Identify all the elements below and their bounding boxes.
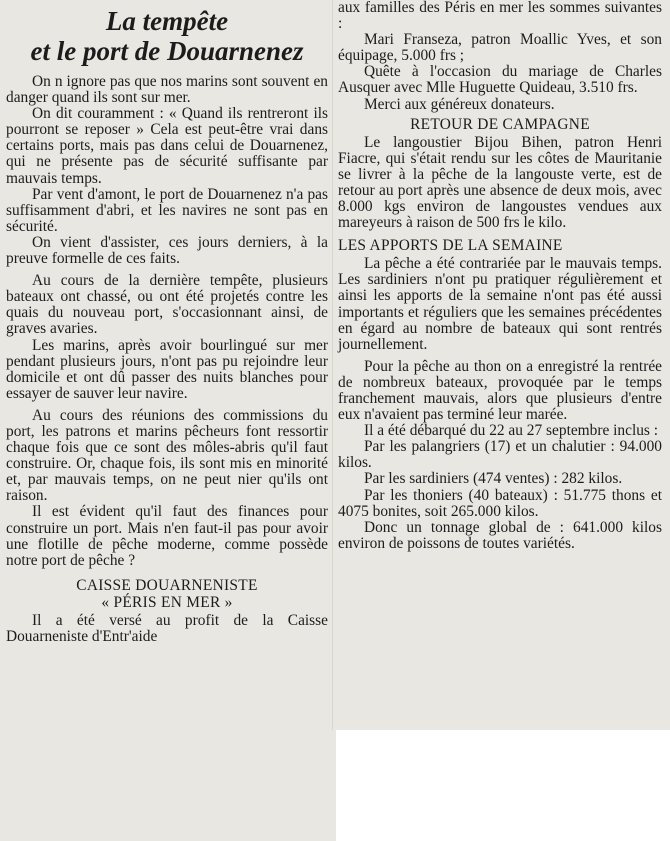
paragraph: Par vent d'amont, le port de Douarnenez n'a pas suffisamment d'abri, et les navires ne sont pas en sécurité. bbox=[6, 185, 328, 235]
paragraph: Au cours de la dernière tempête, plusieurs bateaux ont chassé, ou ont été projetés contre les quais du nouveau port, s'occasionnant ainsi, de graves avaries. bbox=[6, 272, 328, 338]
column-divider bbox=[332, 0, 333, 730]
donations-intro: aux familles des Péris en mer les sommes suivantes : bbox=[338, 0, 662, 33]
apports-paragraph: Pour la pêche au thon on a enregistré la rentrée de nombreux bateaux, provoquée par le temps franchement mauvais, alors que plusieurs d'entre eux n'avaient pas terminé leur marée. bbox=[338, 357, 662, 424]
paragraph: On dit couramment : « Quand ils rentreront ils pourront se reposer » Cela est peut-être vrai dans certains ports, mais pas dans celui de Douarnenez, qui ne présente pas de sécurité suffisante par mauvais temps. bbox=[6, 105, 328, 187]
apports-heading: LES APPORTS DE LA SEMAINE bbox=[338, 237, 563, 255]
caisse-paragraph: Il a été versé au profit de la Caisse Douarneniste d'Entr'aide bbox=[6, 611, 328, 645]
title-line-1: La tempête bbox=[105, 6, 229, 36]
paragraph: On vient d'assister, ces jours derniers, à la preuve formelle de ces faits. bbox=[6, 233, 328, 268]
right-column bbox=[338, 0, 662, 552]
apports-paragraph: Par les palangriers (17) et un chalutier : 94.000 kilos. bbox=[338, 438, 662, 472]
title-line-2: et le port de Douarnenez bbox=[30, 36, 304, 66]
caisse-heading-line-2: « PÉRIS EN MER » bbox=[101, 593, 233, 611]
caisse-heading-line-1: CAISSE DOUARNENISTE bbox=[76, 576, 258, 594]
retour-heading: RETOUR DE CAMPAGNE bbox=[410, 115, 590, 133]
paragraph: Les marins, après avoir bourlingué sur mer pendant plusieurs jours, n'ont pas pu rejoindre leur domicile et ont dû passer des nuits blanches pour essayer de sauver leur navire. bbox=[6, 336, 328, 402]
apports-paragraph: Par les sardiniers (474 ventes) : 282 kilos. bbox=[364, 470, 623, 488]
paragraph: On n ignore pas que nos marins sont souvent en danger quand ils sont sur mer. bbox=[6, 73, 328, 107]
apports-paragraph: Il a été débarqué du 22 au 27 septembre inclus : bbox=[364, 422, 659, 440]
blank-margin bbox=[336, 730, 670, 841]
article-title bbox=[6, 6, 328, 66]
donation-item: Mari Franseza, patron Moallic Yves, et son équipage, 5.000 frs ; bbox=[338, 31, 662, 65]
caisse-heading bbox=[6, 577, 328, 611]
retour-paragraph: Le langoustier Bijou Bihen, patron Henri Fiacre, qui s'était rendu sur les côtes de Mauritanie se livrer à la pêche de la langouste verte, est de retour au port après une absence de deux mois, avec 8.000 kgs environ de langoustes vendues aux mareyeurs à raison de 500 frs le kilo. bbox=[338, 133, 662, 232]
apports-paragraph: La pêche a été contrariée par le mauvais temps. Les sardiniers n'ont pu pratiquer régulièrement et ainsi les apports de la semaine n'ont pas été aussi importants et réguliers que les semaines précédentes en égard au nombre de bateaux qui sont rentrés journellement. bbox=[338, 255, 662, 353]
paragraph: Au cours des réunions des commissions du port, les patrons et marins pêcheurs font ressortir chaque fois que ce sont des môles-abris qu'il faut construire. Or, chaque fois, ils sont mis en minorité et, par mauvais temps, on ne peut nier qu'ils ont raison. bbox=[6, 406, 328, 505]
apports-paragraph: Donc un tonnage global de : 641.000 kilos environ de poissons de toutes variétés. bbox=[338, 518, 662, 552]
apports-paragraph: Par les thoniers (40 bateaux) : 51.775 thons et 4075 bonites, soit 265.000 kilos. bbox=[338, 486, 662, 520]
paragraph: Il est évident qu'il faut des finances pour construire un port. Mais n'en faut-il pas pour avoir une flotille de pêche moderne, comme possède notre port de pêche ? bbox=[6, 503, 328, 569]
left-column bbox=[6, 0, 328, 645]
donation-item: Quête à l'occasion du mariage de Charles Ausquer avec Mlle Huguette Quideau, 3.510 frs. bbox=[338, 63, 662, 97]
donation-thanks: Merci aux généreux donateurs. bbox=[364, 95, 555, 113]
